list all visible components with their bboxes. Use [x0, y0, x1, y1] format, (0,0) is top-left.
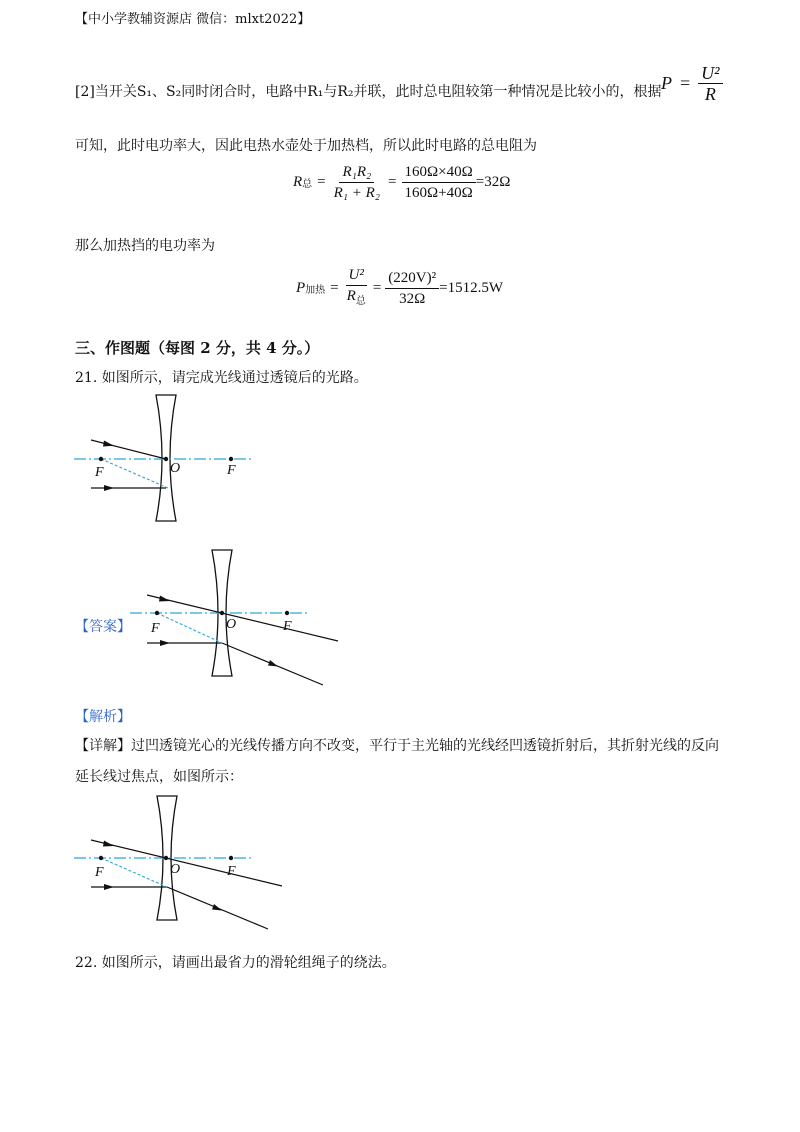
paragraph-heating-power: 那么加热挡的电功率为: [75, 238, 215, 254]
source-header: 【中小学教辅资源店 微信：mlxt2022】: [75, 12, 311, 27]
label-focus-right: F: [283, 619, 292, 634]
formula1-result: =32Ω: [475, 174, 511, 190]
detail-line-2: 延长线过焦点，如图所示：: [75, 769, 243, 785]
question-21: 21. 如图所示，请完成光线通过透镜后的光路。: [75, 370, 368, 386]
paragraph-total-resistance: 可知，此时电功率大，因此电热水壶处于加热档，所以此时电路的总电阻为: [75, 138, 537, 154]
label-center: O: [170, 862, 181, 877]
formula1-den1: R₁ + R₂: [333, 185, 381, 201]
arrowhead: [104, 884, 114, 890]
label-focus-right: F: [227, 864, 236, 879]
analysis-tag: 【解析】: [75, 709, 131, 725]
formula1-num1: R₁R₂: [339, 163, 374, 183]
formula2-result: =1512.5W: [439, 280, 503, 296]
label-center: O: [170, 461, 181, 476]
label-focus-left: F: [95, 465, 104, 480]
formula-total-resistance: R 总 = $\frac{\text{R₁R₂}}{\text{R₁ + R₂}}$ = $\frac{160\Omega\times 40\Omega}{160\Omega+40\Omega}$ =32Ω: [293, 164, 511, 201]
formula2-num2: (220V)²: [385, 269, 439, 289]
focus-point-left: [99, 856, 103, 860]
formula2-lhs: P: [296, 280, 306, 296]
formula1-lhs: R: [293, 174, 303, 190]
formula2-num1: U²: [346, 266, 367, 286]
label-focus-left: F: [95, 865, 104, 880]
arrowhead: [103, 841, 114, 847]
detail-line-1: 【详解】过凹透镜光心的光线传播方向不改变，平行于主光轴的光线经凹透镜折射后，其折射光线的反向: [75, 738, 719, 754]
label-focus-right: F: [227, 463, 236, 478]
optical-center-point: [164, 856, 168, 860]
formula2-den1-sub: 总: [355, 296, 366, 307]
focus-point-right: [229, 856, 233, 860]
formula1-lhs-sub: 总: [302, 179, 313, 190]
formula2-lhs-sub: 加热: [305, 285, 326, 296]
formula-heating-power: P 加热 = $\frac{\text{U²}}{R_总}$ = $\frac{\text{(220V)²}}{32\Omega}$ =1512.5W: [296, 267, 503, 307]
formula1-num2: 160Ω×40Ω: [402, 163, 476, 183]
section-heading: 三、作图题（每图 2 分，共 4 分。）: [75, 339, 320, 357]
label-focus-left: F: [151, 621, 160, 636]
ray-through-center: [91, 840, 282, 886]
formula1-den2: 160Ω+40Ω: [404, 185, 473, 201]
formula2-den2: 32Ω: [399, 291, 426, 307]
formula-power-lhs: P: [661, 73, 672, 93]
paragraph-parallel-circuit: [2]当开关S₁、S₂同时闭合时，电路中R₁与R₂并联，此时总电阻较第一种情况是比较小的，根据: [75, 84, 662, 100]
formula2-den1: R: [346, 288, 356, 304]
virtual-ray-extension: [101, 858, 167, 887]
formula-power-eq: =: [680, 73, 691, 93]
question-22: 22. 如图所示，请画出最省力的滑轮组绳子的绕法。: [75, 955, 396, 971]
formula-power-denominator: R: [704, 84, 716, 104]
label-center: O: [226, 617, 237, 632]
arrowhead: [212, 904, 222, 911]
answer-tag: 【答案】: [75, 619, 131, 635]
formula-power-numerator: U²: [698, 64, 722, 84]
